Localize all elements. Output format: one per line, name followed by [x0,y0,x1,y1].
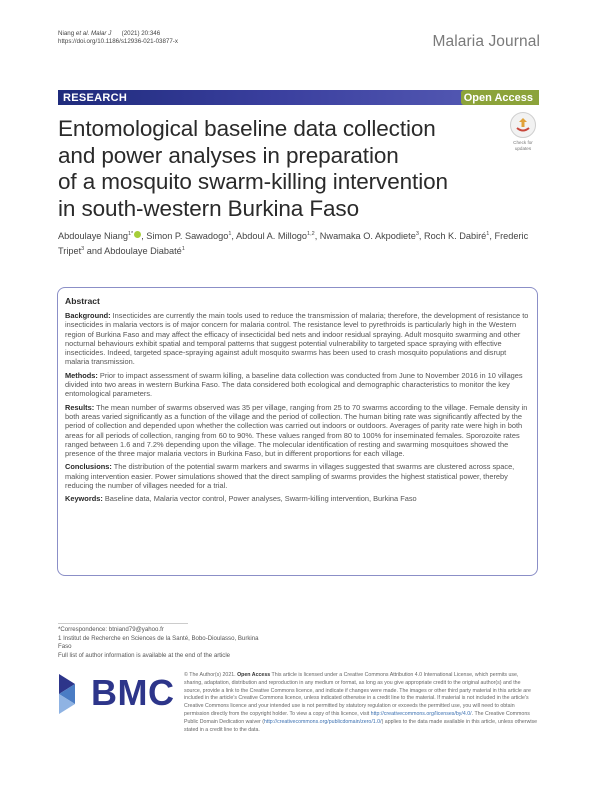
abstract-heading: Abstract [65,296,100,306]
author-separator: , [231,231,237,242]
check-updates-icon [510,112,536,138]
title-line: and power analyses in preparation [58,142,399,168]
open-access-badge [461,90,539,105]
footnote-divider [58,623,188,624]
keywords-text: Baseline data, Malaria vector control, Power analyses, Swarm-killing intervention, Burkina Faso [102,494,417,504]
license-link-cc0[interactable]: http://creativecommons.org/publicdomain/zero/1.0/ [263,718,382,725]
author-affiliation-sup: 3 [415,231,419,237]
citation-block [58,30,178,46]
author-affiliation-sup: 1,2 [307,231,315,237]
bmc-logo-text: BMC [91,672,175,713]
license-oa-label: Open Access [237,672,271,678]
keywords [65,494,530,503]
correspondence-email[interactable]: *Correspondence: btniand79@yahoo.fr [58,626,164,633]
open-access-label: Open Access [463,92,533,104]
author-affiliation-sup: 1 [228,231,232,237]
author-affiliation-sup: 1 [486,231,490,237]
abstract-section [65,371,530,399]
author-separator: and [84,246,105,257]
abstract-section-label: Methods: [65,370,98,380]
abstract-section [65,403,530,459]
check-for-updates[interactable] [508,112,538,151]
correspondence-affiliation-country: Faso [58,643,72,651]
check-updates-line2: updates [514,145,532,151]
abstract-section-text: The distribution of the potential swarm markers and swarms in villages suggested that swarms are clustered across space, making intervention easier. Power simulations showed that the direct sampling of swarms provides the highest statistical power, thereby reducing the number of villages needed for a trial. [65,462,515,491]
title-line: Entomological baseline data collection [58,116,436,141]
abstract-section [65,311,530,367]
license-link-cc-by[interactable]: http://creativecommons.org/licenses/by/4.0/ [370,710,472,717]
abstract-section-text: The mean number of swarms observed was 35 per village, ranging from 25 to 70 swarms according to the village. Female density in both areas varied significantly as a function of the village and the period of collection. The human biting rate was significantly affected by the period of collection and depended upon whether the collection was carried out indoors or outdoors. Averages of parity rate were high in both areas for all periods of collection, ranging from 60 to 90%. These values ranged from 80 to 100% for inseminated females. Sporozoite rates ranged between 1.6 and 7.2% depending upon the village. The molecular identification of resting and swarming mosquitoes showed the presence of the three major malaria vectors in Burkina Faso, but in different proportions for each village. [65,402,528,459]
author-affiliation-sup: 1* [127,231,134,237]
author-name[interactable]: Abdoulaye Niang [58,231,128,242]
citation-journal: et al. Malar J [75,30,112,37]
author-name[interactable]: Abdoulaye Diabaté [104,246,182,257]
author-name[interactable]: Simon P. Sawadogo [146,231,229,242]
license-text [184,672,538,734]
author-separator: , [489,231,495,242]
abstract-section-text: Prior to impact assessment of swarm killing, a baseline data collection was conducted from June to November 2016 in 10 villages divided into two areas in western Burkina Faso. The data considered both ecological and demographic characteristics to monitor the key entomological parameters. [65,370,523,399]
abstract-section-label: Conclusions: [65,462,112,472]
author-affiliation-sup: 1 [181,246,185,253]
correspondence-affiliation: 1 Institut de Recherche en Sciences de la Santé, Bobo-Dioulasso, Burkina [58,634,259,642]
abstract-section-label: Results: [65,402,95,412]
author-separator: , [418,231,424,242]
author-info-note: Full list of author information is available at the end of the article [58,651,231,659]
abstract-section-label: Background: [65,311,111,320]
bmc-logo-icon [59,670,89,718]
abstract-section [65,462,530,490]
author-name[interactable]: Abdoul A. Millogo [236,231,308,242]
author-name[interactable]: Roch K. Dabiré [423,231,487,242]
citation-authors: Niang [58,30,76,37]
citation-year: (2021) 20:346 [121,30,161,37]
title-line: in south-western Burkina Faso [58,195,359,221]
abstract-box [57,287,538,576]
keywords-label: Keywords: [65,494,103,504]
license-body-1: This article is licensed under a Creative Commons Attribution 4.0 International License, which permits use, sharing, adaptation, distribution and reproduction in any medium or format, as long as you give appropriate credit to the original author(s) and the source, provide a link to the Creative Commons licence, and indicate if changes were made. The images or other third party material in this article are included in the article's Creative Commons licence, unless indicated otherwise in a credit line to the material. If material is not included in the article's Creative Commons licence and your intended use is not permitted by statutory regulation or exceeds the permitted use, you will need to obtain permission directly from the copyright holder. To view a copy of this licence, visit [184,672,531,717]
author-name[interactable]: Nwamaka O. Akpodiete [319,231,416,242]
check-updates-line1: Check for [513,140,533,145]
license-body-3: ) applies to the data made available in this article, unless otherwise stated in a credit line to the data. [184,718,538,733]
author-name[interactable]: Frederic Tripet [58,231,529,257]
author-separator: , [314,231,320,242]
journal-name: Malaria Journal [432,33,540,50]
article-title [58,116,488,222]
title-line: of a mosquito swarm-killing intervention [58,169,448,194]
license-body-2: . The Creative Commons Public Domain Dedication waiver ( [184,710,530,725]
correspondence [58,623,288,660]
section-label: RESEARCH [63,92,128,104]
license-lead: © The Author(s) 2021. [184,672,238,678]
abstract-section-text: Insecticides are currently the main tools used to reduce the transmission of malaria; therefore, the development of resistance to insecticides in malaria vectors is of major concern for malaria control. The resistance level to pyrethroids is particularly high in the Western region of Burkina Faso and may affect the efficacy of insecticidal bed nets and indoor residual spraying. Adult mosquito swarming and other nocturnal behaviours exhibit spatial and temporal patterns that suggest potential vulnerability to targeted space spraying with effective insecticides. Indeed, targeted space-spraying against adult mosquito swarms has been used to crash mosquito populations and disrupt malaria transmission. [65,311,529,367]
author-list [58,228,538,259]
doi-link[interactable]: https://doi.org/10.1186/s12936-021-03877-x [58,38,178,46]
author-separator: , [141,231,147,242]
author-affiliation-sup: 3 [81,246,85,253]
